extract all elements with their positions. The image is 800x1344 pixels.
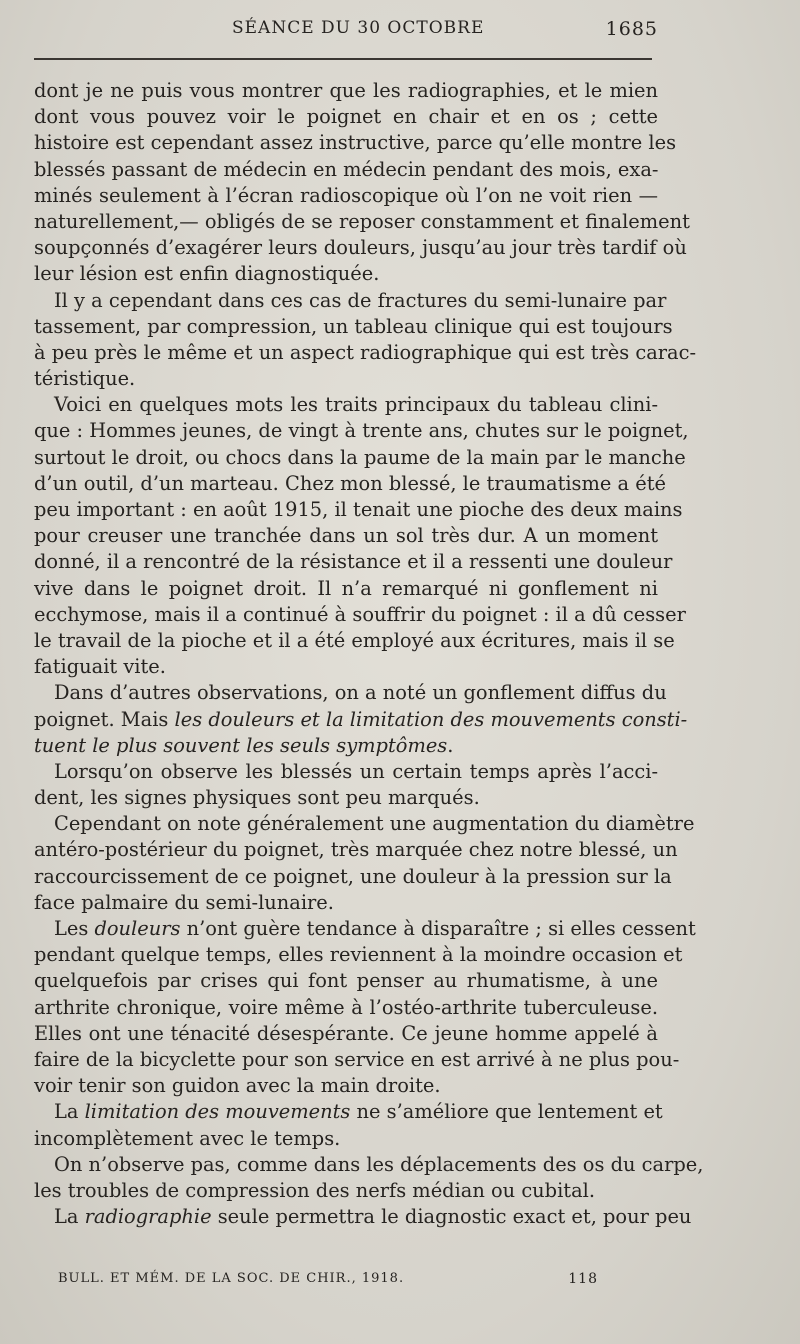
text-span: . [447,733,454,757]
text-line [34,418,689,444]
text-span: surtout le droit, ou chocs dans la paume de la main par le manche [34,445,686,469]
italic-text: radiographie [84,1205,212,1229]
text-span: soupçonnés d’exagérer leurs douleurs, jusqu’au jour très tardif où [34,236,687,260]
text-line [34,497,683,523]
text-span: leur lésion est enfin diagnostiquée. [34,262,380,286]
text-span: téristique. [34,367,136,391]
text-span: histoire est cependant assez instructive, parce qu’elle montre les [34,131,677,155]
text-span: arthrite chronique, voire même à l’ostéo-arthrite tuberculeuse. [34,995,658,1019]
text-span: raccourcissement de ce poignet, une douleur à la pression sur la [34,864,672,888]
text-line [34,968,658,994]
text-line [34,654,658,680]
text-line [34,392,658,418]
italic-text: douleurs [94,917,181,940]
text-line [34,1073,658,1099]
text-line [34,78,658,104]
text-span: donné, il a rencontré de la résistance et il a ressenti une douleur [34,550,673,574]
text-span: On n’observe pas, comme dans les déplacements des os du carpe, [54,1152,704,1176]
text-line [34,759,658,785]
text-line [34,916,696,942]
text-span: les troubles de compression des nerfs médian ou cubital. [34,1178,596,1202]
text-line [34,523,658,549]
text-span: antéro-postérieur du poignet, très marquée chez notre blessé, un [34,838,678,862]
text-line [34,1152,704,1178]
footer [58,1271,598,1286]
text-span: dont vous pouvez voir le poignet en chair et en os ; cette [34,105,658,129]
text-line [34,602,686,628]
text-line [34,680,667,706]
text-line [34,157,658,183]
text-span: vive dans le poignet droit. Il n’a remarqué ni gonflement ni [34,576,658,600]
text-span: seule permettra le diagnostic exact et, pour peu [211,1205,692,1229]
text-line [34,785,658,811]
text-line [34,314,673,340]
text-span: que : Hommes jeunes, de vingt à trente ans, chutes sur le poignet, [34,419,689,443]
text-span: dent, les signes physiques sont peu marqués. [34,786,480,810]
text-line [34,261,658,287]
header-title: SÉANCE DU 30 OCTOBRE [232,18,485,38]
text-line [34,837,678,863]
text-line [34,1204,692,1230]
text-span: blessés passant de médecin en médecin pendant des mois, exa- [34,157,659,181]
text-span: Cependant on note généralement une augmentation du diamètre [54,812,695,836]
text-span: pour creuser une tranchée dans un sol très dur. A un moment [34,524,658,548]
header-rule [34,58,652,60]
text-line [34,733,658,759]
text-line [34,104,658,130]
text-line [34,707,688,733]
text-span: La [54,1205,85,1229]
text-span: ne s’améliore que lentement et [350,1100,663,1124]
text-line [34,288,667,314]
text-line [34,1099,663,1125]
text-line [34,864,672,890]
text-span: Il y a cependant dans ces cas de fractures du semi-lunaire par [54,288,667,312]
text-span: incomplètement avec le temps. [34,1126,341,1150]
text-span: quelquefois par crises qui font penser au rhumatisme, à une [34,969,658,993]
text-line [34,549,673,575]
text-line [34,942,683,968]
page-number: 1685 [605,18,658,40]
text-line [34,130,677,156]
text-line [34,1021,658,1047]
text-span: tassement, par compression, un tableau clinique qui est toujours [34,314,673,338]
text-span: le travail de la pioche et il a été employé aux écritures, mais il se [34,628,675,652]
text-span: naturellement,— obligés de se reposer constamment et finalement [34,209,690,233]
text-line [34,1178,658,1204]
text-span: face palmaire du semi-lunaire. [34,890,334,914]
text-span: Les [54,917,95,940]
text-line [34,811,695,837]
text-span: minés seulement à l’écran radioscopique où l’on ne voit rien — [34,183,658,207]
text-line [34,183,658,209]
italic-text: les douleurs et la limitation des mouvements consti- [174,707,688,731]
text-line [34,340,697,366]
text-line [34,445,686,471]
text-span: Voici en quelques mots les traits principaux du tableau clini- [54,393,658,417]
text-span: pendant quelque temps, elles reviennent à la moindre occasion et [34,943,683,967]
text-line [34,209,690,235]
italic-text: tuent le plus souvent les seuls symptômes [34,733,448,757]
text-span: faire de la bicyclette pour son service en est arrivé à ne plus pou- [34,1047,680,1071]
text-span: peu important : en août 1915, il tenait une pioche des deux mains [34,498,683,521]
text-span: fatiguait vite. [34,655,166,679]
text-span: voir tenir son guidon avec la main droite. [34,1074,441,1098]
text-line [34,1126,658,1152]
text-line [34,890,658,916]
running-header [34,14,658,48]
text-line [34,995,658,1021]
text-span: d’un outil, d’un marteau. Chez mon blessé, le traumatisme a été [34,471,667,495]
text-span: Lorsqu’on observe les blessés un certain temps après l’acci- [54,759,658,783]
body-text [34,78,704,1230]
text-span: dont je ne puis vous montrer que les radiographies, et le mien [34,79,658,102]
text-span: La [54,1100,85,1124]
text-span: à peu près le même et un aspect radiographique qui est très carac- [34,340,697,364]
signature-mark: 118 [568,1271,598,1287]
text-line [34,235,687,261]
italic-text: limitation des mouvements [84,1100,351,1124]
text-span: poignet. Mais [34,707,175,731]
text-line [34,628,675,654]
text-span: Dans d’autres observations, on a noté un gonflement diffus du [54,681,667,705]
text-line [34,1047,680,1073]
text-span: Elles ont une ténacité désespérante. Ce jeune homme appelé à [34,1021,658,1045]
text-span: n’ont guère tendance à disparaître ; si elles cessent [180,917,696,940]
text-line [34,576,658,602]
text-span: ecchymose, mais il a continué à souffrir du poignet : il a dû cesser [34,602,686,626]
text-line [34,471,667,497]
footer-journal: BULL. ET MÉM. DE LA SOC. DE CHIR., 1918. [58,1271,405,1286]
text-line [34,366,658,392]
